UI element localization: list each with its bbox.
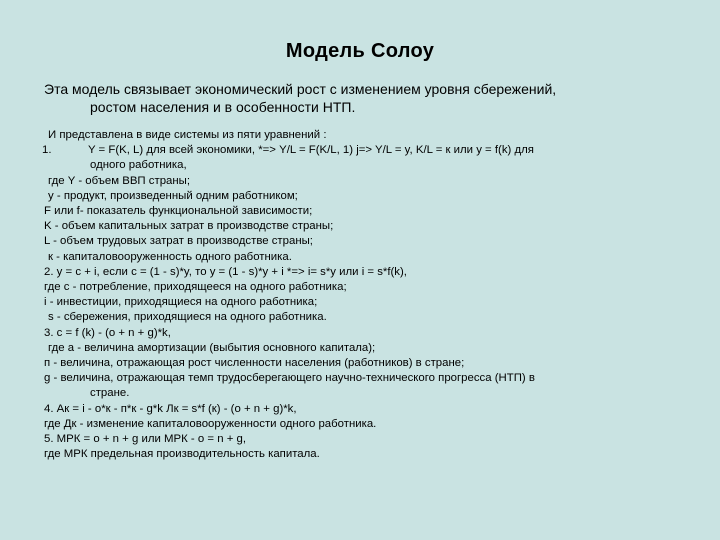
equation-3: 3. с = f (k) - (о + n + g)*k, [44, 326, 171, 339]
equation-1 [44, 143, 694, 158]
text-line: где а - величина амортизации (выбытия основного капитала); [48, 341, 376, 354]
text-line: g - величина, отражающая темп трудосберегающего научно-технического прогресса (НТП) в [44, 372, 535, 385]
text-line: где с - потребление, приходящееся на одного работника; [44, 281, 347, 294]
text-line: i - инвестиции, приходящиеся на одного работника; [44, 296, 318, 309]
equation-2: 2. у = с + i, если с = (1 - s)*y, то у = (1 - s)*y + i *=> i= s*y или i = s*f(k), [44, 265, 407, 278]
text-line: стране. [90, 387, 130, 400]
text-line: Y = F(K, L) для всей экономики, *=> Y/L = F(K/L, 1) j=> Y/L = y, K/L = к или y = f(k) для [88, 144, 534, 157]
text-line: п - величина, отражающая рост численности населения (работников) в стране; [44, 357, 465, 370]
text-line: s - сбережения, приходящиеся на одного работника. [48, 311, 327, 324]
text-line: K - объем капитальных затрат в производстве страны; [44, 220, 334, 233]
list-number: 1. [42, 144, 52, 157]
text-line: одного работника, [90, 159, 187, 172]
text-line: y - продукт, произведенный одним работником; [48, 189, 298, 202]
text-line: где МРК предельная производительность капитала. [44, 448, 320, 461]
intro-line: ростом населения и в особенности НТП. [90, 99, 356, 115]
text-line: И представлена в виде системы из пяти уравнений : [48, 129, 327, 141]
equation-4: 4. Ак = i - о*к - п*к - g*k Лк = s*f (к) - (о + n + g)*k, [44, 402, 297, 415]
text-line: где Дк - изменение капиталовооруженности одного работника. [44, 417, 377, 430]
equation-5: 5. МРК = о + n + g или МРК - о = n + g, [44, 433, 247, 446]
text-line: L - объем трудовых затрат в производстве страны; [44, 235, 313, 248]
text-line: F или f- показатель функциональной зависимости; [44, 205, 313, 218]
text-line: к - капиталовооруженность одного работника. [48, 250, 292, 263]
intro-line: Эта модель связывает экономический рост с изменением уровня сбережений, [44, 81, 557, 97]
equations-body [44, 128, 694, 462]
intro-paragraph [44, 80, 684, 116]
text-line: где Y - объем ВВП страны; [48, 174, 191, 187]
slide-title: Модель Солоу [285, 40, 435, 62]
